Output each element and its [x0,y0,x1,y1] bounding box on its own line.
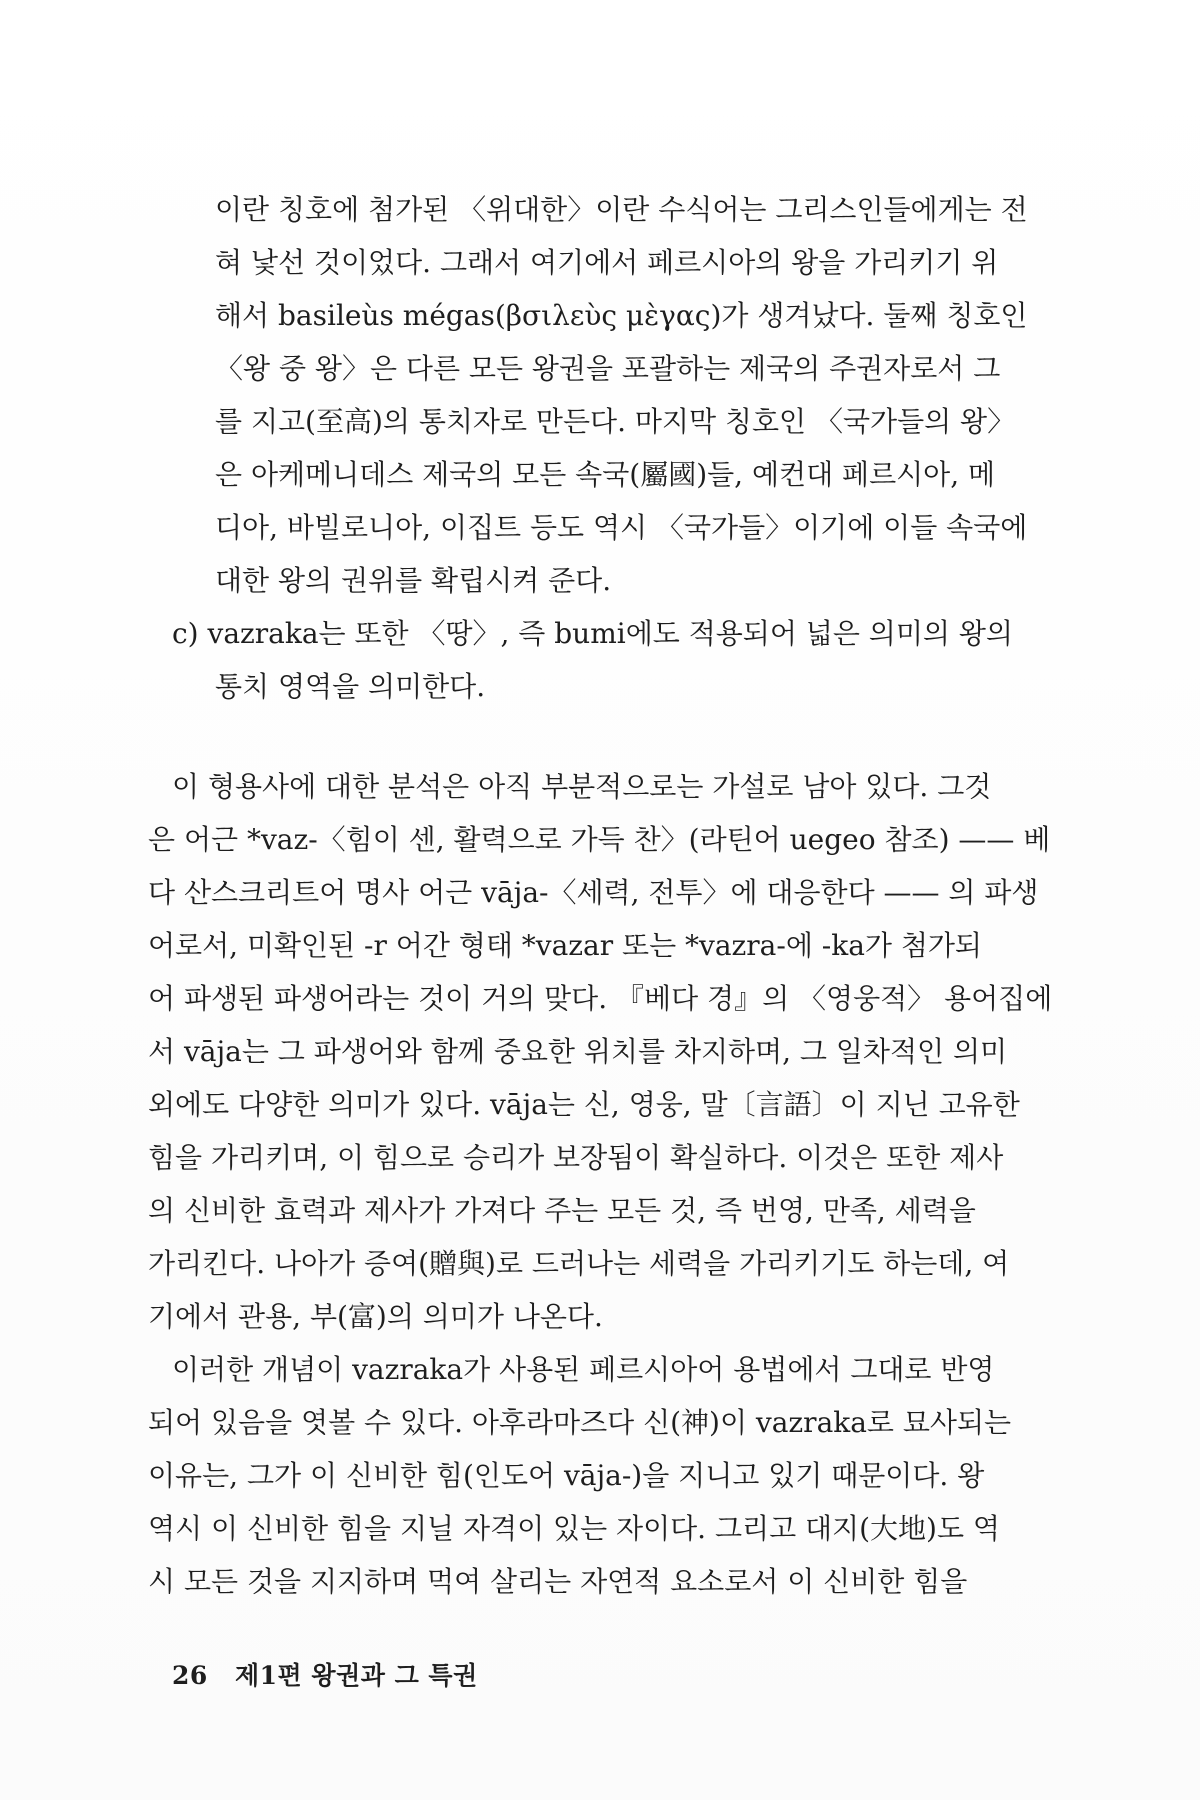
text-line: 기에서 관용, 부(富)의 의미가 나온다. [148,1300,603,1333]
page-footer [172,1656,478,1692]
text-line: 이란 칭호에 첨가된 〈위대한〉이란 수식어는 그리스인들에게는 전 [215,193,1028,226]
text-line: 〈왕 중 왕〉은 다른 모든 왕권을 포괄하는 제국의 주권자로서 그 [215,352,1001,385]
text-line: 되어 있음을 엿볼 수 있다. 아후라마즈다 신(神)이 vazraka로 묘사되는 [148,1406,1012,1439]
text-line: 다 산스크리트어 명사 어근 vāja-〈세력, 전투〉에 대응한다 —— 의 파생 [148,876,1039,909]
page-number: 26 [172,1661,208,1690]
text-line: 통치 영역을 의미한다. [215,670,486,703]
text-line: c) vazraka는 또한 〈땅〉, 즉 bumi에도 적용되어 넓은 의미의 왕의 [172,617,1013,650]
text-line: 힘을 가리키며, 이 힘으로 승리가 보장됨이 확실하다. 이것은 또한 제사 [148,1141,1004,1174]
running-title: 제1편 왕권과 그 특권 [235,1661,478,1690]
text-line: 이유는, 그가 이 신비한 힘(인도어 vāja-)을 지니고 있기 때문이다. 왕 [148,1459,985,1492]
text-line: 역시 이 신비한 힘을 지닐 자격이 있는 자이다. 그리고 대지(大地)도 역 [148,1512,1000,1545]
text-line: 은 어근 *vaz-〈힘이 센, 활력으로 가득 찬〉(라틴어 uegeo 참조) —— 베 [148,823,1051,856]
text-line: 의 신비한 효력과 제사가 가져다 주는 모든 것, 즉 번영, 만족, 세력을 [148,1194,976,1227]
text-line: 은 아케메니데스 제국의 모든 속국(屬國)들, 예컨대 페르시아, 메 [215,458,996,491]
text-line: 어 파생된 파생어라는 것이 거의 맞다. 『베다 경』의 〈영웅적〉 용어집에 [148,982,1053,1015]
text-line: 어로서, 미확인된 -r 어간 형태 *vazar 또는 *vazra-에 -ka가 첨가되 [148,929,982,962]
text-line: 서 vāja는 그 파생어와 함께 중요한 위치를 차지하며, 그 일차적인 의미 [148,1035,1008,1068]
text-line: 디아, 바빌로니아, 이집트 등도 역시 〈국가들〉이기에 이들 속국에 [215,511,1028,544]
text-line: 해서 basileùs mégas(βσιλεὺς μὲγας)가 생겨났다. 둘째 칭호인 [215,299,1028,332]
text-line: 를 지고(至高)의 통치자로 만든다. 마지막 칭호인 〈국가들의 왕〉 [215,405,1016,438]
text-line: 이러한 개념이 vazraka가 사용된 페르시아어 용법에서 그대로 반영 [172,1353,995,1386]
text-line: 시 모든 것을 지지하며 먹여 살리는 자연적 요소로서 이 신비한 힘을 [148,1565,968,1598]
text-line: 가리킨다. 나아가 증여(贈與)로 드러나는 세력을 가리키기도 하는데, 여 [148,1247,1010,1280]
text-line: 대한 왕의 권위를 확립시켜 준다. [215,564,612,597]
text-line: 혀 낯선 것이었다. 그래서 여기에서 페르시아의 왕을 가리키기 위 [215,246,999,279]
text-line: 이 형용사에 대한 분석은 아직 부분적으로는 가설로 남아 있다. 그것 [172,770,992,803]
text-line: 외에도 다양한 의미가 있다. vāja는 신, 영웅, 말〔言語〕이 지닌 고유한 [148,1088,1020,1121]
